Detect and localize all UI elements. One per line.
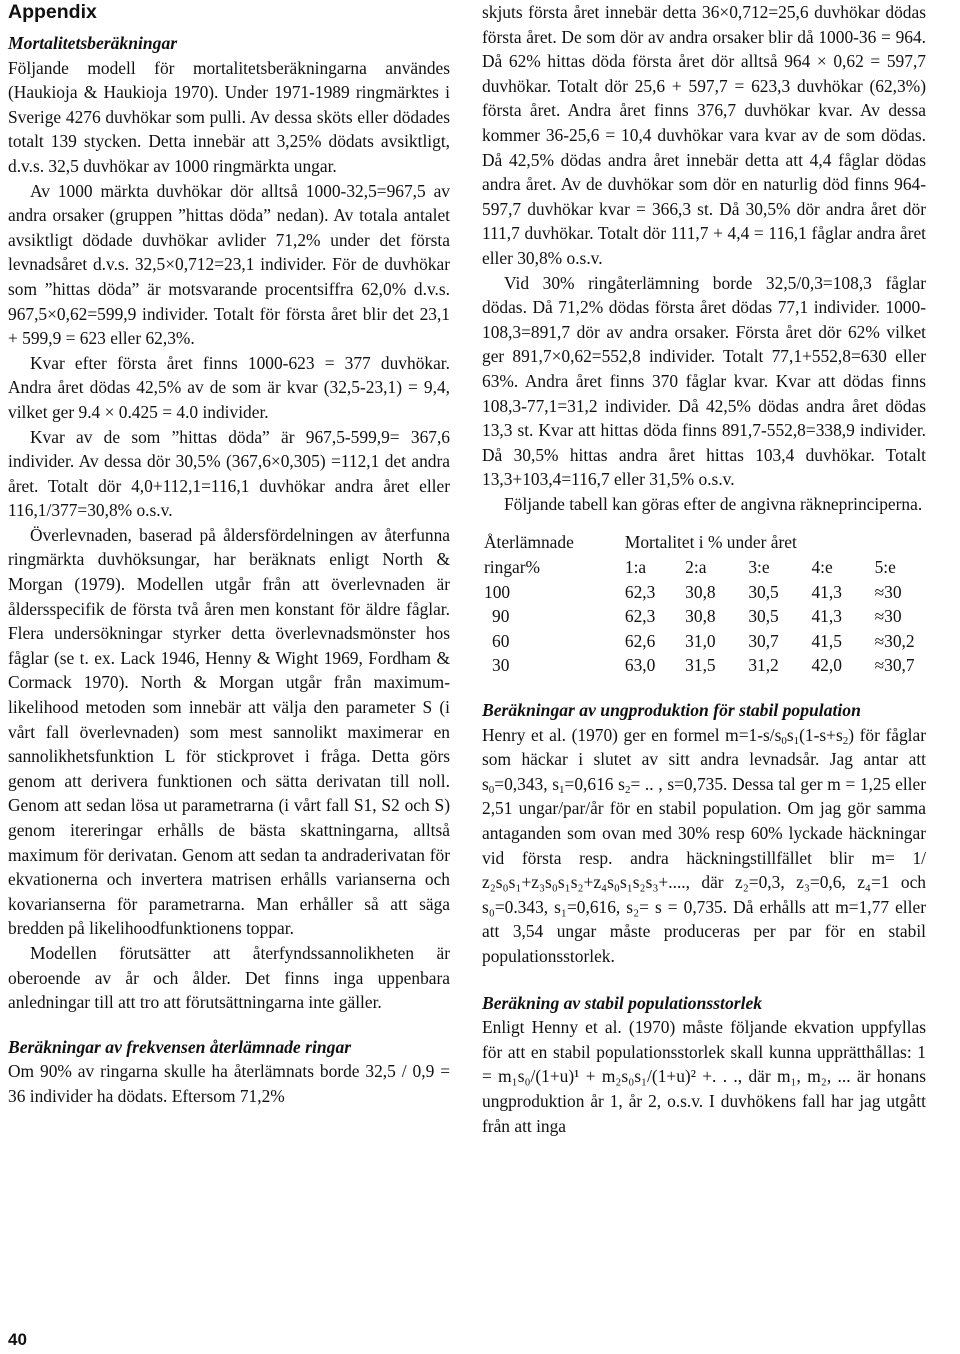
- formula: 1 = m₁s₀/(1+u)¹ + m₂s₀s₁/(1+u)² +. . .,: [482, 1041, 926, 1087]
- table-cell: 30: [492, 655, 510, 676]
- paragraph: skjuts första året innebär detta 36×0,712=25,6 duvhökar dödas första året. De som dör av andra orsaker blir då 1000-36 = 964. Då 62% hittas döda första året dör alltså 964 × 0,62 = 597,7 duvhökar. Totalt dör 25,6 + 597,7 = 623,3 duvhökar (62,3%) första året. Andra året finns 376,7 duvhökar kvar. Av dessa kommer 36-25,6 = 10,4 duvhökar vara kvar av de som dödas. Då 42,5% dödas andra året innebär detta att 4,4 fåglar dödas andra året. Av de duvhökar som dör en naturlig död finns 964-597,7 duvhökar kvar = 366,3 st. Då 30,5% dör andra året dör 111,7 duvhökar. Totalt dör 111,7 + 4,4 = 116,1 fåglar andra året eller 30,8% o.s.v.: [482, 2, 926, 268]
- table-cell: 30,5: [748, 606, 779, 627]
- table-header-cell: 1:a: [624, 557, 647, 578]
- section-title-mortality: Mortalitetsberäkningar: [8, 33, 178, 53]
- table-cell: 90: [492, 606, 510, 627]
- table-header-cell: ringar%: [484, 557, 541, 578]
- paragraph: Kvar av de som ”hittas döda” är 967,5-599,9= 367,6 individer. Av dessa dör 30,5% (367,6×0,305) =112,1 det andra året. Totalt dör 4,0+112,1=116,1 duvhökar andra året eller 116,1/377=30,8% o.s.v.: [8, 426, 450, 521]
- table-header-group: Mortalitet i % under året: [624, 532, 797, 553]
- subscript: 1: [793, 734, 800, 747]
- paragraph: Överlevnaden, baserad på åldersfördelningen av återfunna ringmärkta duvhöksungar, har beräknats enligt North & Morgan (1979). Modellen utgår från att överlevnaden är åldersspecifik de första två åren men konstant för äldre fåglar. Flera undersökningar styrker detta överlevnadsmönster hos fåglar (se t. ex. Lack 1946, Henny & Wight 1969, Fordham & Cormack 1970). North & Morgan utgår från maximum-likelihood metoden som innebär att välja den parameter S (i vårt fall överlevnaden) som mest sannolikt maximerar en sannolikhetsfunktion L för stickprovet i fråga. Detta görs genom att derivera funktionen och sätta derivatan till noll. Genom att sedan lösa ut parametrarna (i vårt fall S1, S2 och S) genom itereringar erhålls de bästa skattningarna, alltså maximum för derivatan. Genom att sedan ta andraderivatan för ekvationerna och invertera matrisen erhålls varianserna och kovarianserna för parametrarna. Man erhåller så att säga bredden på likelihoodfunktionens toppar.: [8, 524, 450, 939]
- left-column: [8, 0, 450, 1109]
- paragraph: Om 90% av ringarna skulle ha återlämnats borde 32,5 / 0,9 = 36 individer ha dödats. Eftersom 71,2%: [8, 1061, 450, 1106]
- page-number: 40: [8, 1330, 27, 1349]
- table-row: [482, 653, 926, 678]
- text-run: Henry et al. (1970) ger en formel m=1-s/s: [482, 724, 782, 745]
- table-cell: 30,5: [748, 581, 779, 602]
- mortality-table: [482, 530, 926, 678]
- text-run: ) för fåglar som häckar i slutet av sitt andra levnadsår. Jag antar att s: [482, 724, 927, 794]
- table-cell: ≈30,7: [874, 655, 915, 676]
- table-cell: ≈30,2: [874, 630, 915, 651]
- table-header-cell: 5:e: [874, 557, 896, 578]
- table-row: [482, 629, 926, 654]
- subscript: 2: [624, 783, 631, 796]
- table-cell: ≈30: [874, 606, 902, 627]
- paragraph: Vid 30% ringåterlämning borde 32,5/0,3=108,3 fåglar dödas. Då 71,2% dödas första året dödas 77,1 individer. 1000-108,3=891,7 dör av andra orsaker. Första året dör 62% vilket ger 891,7×0,62=552,8 individer. Totalt 77,1+552,8=630 eller 63%. Andra året finns 370 fåglar kvar. Kvar att dödas finns 108,3-77,1=31,2 individer. Då 42,5% dödas andra året dödas 13,3 st. Kvar att hittas döda finns 891,7-552,8=338,9 individer. Då 30,5% hittas andra året hittas 103,4 duvhökar. Totalt 13,3+103,4=116,7 eller 31,5% o.s.v.: [482, 272, 926, 490]
- paragraph: Modellen förutsätter att återfyndssannolikheten är oberoende av år och ålder. Det finns inga uppenbara anledningar till att tro att förutsättningarna inte gäller.: [8, 942, 450, 1013]
- table-header-cell: Återlämnade: [484, 532, 574, 553]
- table-cell: 41,3: [811, 581, 842, 602]
- table-cell: 41,5: [811, 630, 842, 651]
- table-cell: 31,0: [685, 630, 716, 651]
- table-row: [482, 604, 926, 629]
- text-run: =0,343, s: [494, 773, 560, 794]
- subscript: 0: [488, 783, 495, 796]
- text-run: där m₁, m₂, ... är honans ungproduktion år 1, år 2, o.s.v. I duvhökens fall har jag utgått från att inga: [482, 1066, 926, 1136]
- subscript: 2: [842, 734, 849, 747]
- table-cell: 42,0: [811, 655, 842, 676]
- text-run: =0,616 s: [564, 773, 625, 794]
- table-header-row: [482, 555, 926, 580]
- table-header-cell: 2:a: [685, 557, 707, 578]
- text-run: s: [786, 724, 794, 745]
- table-cell: 41,3: [811, 606, 842, 627]
- table-cell: 30,8: [685, 606, 716, 627]
- table-cell: 63,0: [624, 655, 656, 676]
- section-title-stable-population: Beräkning av stabil populationsstorlek: [482, 992, 763, 1013]
- right-column: [482, 0, 926, 1138]
- section-title-ring-frequency: Beräkningar av frekvensen återlämnade ringar: [8, 1036, 352, 1057]
- table-cell: 62,6: [624, 630, 656, 651]
- table-cell: 60: [492, 630, 510, 651]
- paragraph: Kvar efter första året finns 1000-623 = 377 duvhökar. Andra året dödas 42,5% av de som är kvar (32,5-23,1) = 9,4, vilket ger 9.4 × 0.425 = 4.0 individer.: [8, 352, 450, 422]
- text-run: (1-s+s: [799, 724, 843, 745]
- paragraph: Följande tabell kan göras efter de angivna räkneprinciperna.: [504, 493, 923, 514]
- table-header-cell: 4:e: [811, 557, 833, 578]
- table-header-cell: 3:e: [748, 557, 770, 578]
- paragraph-formula: [482, 1015, 926, 1138]
- table-cell: 30,7: [748, 630, 779, 651]
- text-run: Då erhålls att m=1,77 eller att 3,54 ungar måste produceras per par för en stabil populationsstorlek.: [482, 896, 926, 966]
- paragraph: Följande modell för mortalitetsberäkningarna användes (Haukioja & Haukioja 1970). Under 1971-1989 ringmärktes i Sverige 4276 duvhökar som pulli. Av dessa sköts eller dödades totalt 139 stycken. Detta innebär att 3,25% dödats avsiktligt, d.v.s. 32,5 duvhökar av 1000 ringmärkta ungar.: [8, 57, 450, 176]
- table-cell: 100: [484, 581, 511, 602]
- table-cell: 31,2: [748, 655, 779, 676]
- table-cell: ≈30: [874, 581, 902, 602]
- table-cell: 30,8: [685, 581, 716, 602]
- formula: z₂s₀s₁+z₃s₀s₁s₂+z₄s₀s₁s₂s₃+...., där z₂=0,3, z₃=0,6, z₄=1 och s₀=0.343, s₁=0,616, s₂= s = 0,735.: [482, 872, 926, 917]
- paragraph-formula: [482, 723, 926, 969]
- text-run: Enligt Henny et al. (1970) måste följande ekvation uppfyllas för att en stabil populationsstorlek skall kunna upprätthållas:: [482, 1017, 926, 1062]
- table-cell: 62,3: [624, 606, 656, 627]
- paragraph: Av 1000 märkta duvhökar dör alltså 1000-32,5=967,5 av andra orsaker (gruppen ”hittas döda” nedan). Av totala antalet avsiktligt dödade duvhökar avlider 71,2% under det första levnadsåret d.v.s. 32,5×0,712=23,1 individer. För de duvhökar som ”hittas döda” är motsvarande procentsiffra 62,0% d.v.s. 967,5×0,62=599,9 individer. Totalt för första året blir det 23,1 + 599,9 = 623 eller 62,3%.: [8, 180, 450, 349]
- text-run: = .. , s=0,735. Dessa tal ger m = 1,25 eller 2,51 ungar/par/år för en stabil population. Om jag gör samma antaganden som ovan med 30% resp 60% lyckade häckningar vid första resp. andra häckningstillfället blir m= 1/: [482, 773, 926, 868]
- table-row: [482, 580, 926, 605]
- subscript: 1: [559, 783, 565, 796]
- table-cell: 31,5: [685, 655, 716, 676]
- table-cell: 62,3: [624, 581, 656, 602]
- section-title-stable-production: Beräkningar av ungproduktion för stabil population: [482, 700, 861, 721]
- appendix-heading: Appendix: [8, 1, 97, 23]
- subscript: 0: [781, 734, 787, 747]
